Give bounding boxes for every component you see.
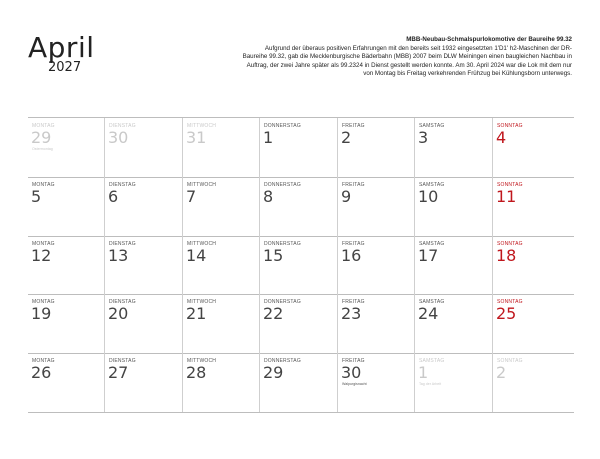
calendar-day-cell [337, 353, 414, 412]
day-number: 1 [418, 363, 429, 383]
day-name: DONNERSTAG [264, 299, 301, 306]
calendar-day-cell [28, 353, 104, 412]
description-title: MBB-Neubau-Schmalspurlokomotive der Baureihe 99.32 [406, 36, 572, 43]
calendar-day-cell [104, 353, 182, 412]
day-number: 10 [418, 186, 439, 206]
calendar-day-cell [492, 118, 574, 177]
calendar-week-row [28, 118, 574, 178]
day-name: DONNERSTAG [264, 358, 301, 365]
day-name: DONNERSTAG [264, 240, 301, 247]
day-number: 5 [31, 186, 42, 206]
calendar-day-cell [28, 118, 104, 177]
day-number: 9 [341, 186, 352, 206]
day-number: 31 [186, 128, 207, 147]
day-number: 2 [496, 363, 507, 383]
day-number: 7 [186, 186, 197, 206]
day-number: 8 [263, 186, 274, 206]
calendar-day-cell [337, 294, 414, 353]
day-number: 15 [263, 245, 284, 265]
day-number: 23 [341, 304, 362, 324]
holiday-note: Walpurgisnacht [342, 382, 367, 387]
calendar-day-cell [492, 294, 574, 353]
day-name: DONNERSTAG [264, 181, 301, 188]
calendar-day-cell [104, 118, 182, 177]
day-name: FREITAG [342, 358, 365, 365]
day-name: SONNTAG [497, 240, 523, 247]
day-name: FREITAG [342, 123, 365, 129]
day-number: 29 [31, 128, 52, 147]
day-name: FREITAG [342, 181, 365, 188]
day-name: SAMSTAG [419, 299, 445, 306]
calendar-day-cell [104, 177, 182, 236]
day-name: MITTWOCH [187, 123, 217, 129]
calendar-day-cell [414, 177, 492, 236]
day-name: DIENSTAG [109, 181, 136, 188]
day-number: 4 [496, 128, 507, 147]
day-name: MITTWOCH [187, 240, 217, 247]
calendar-day-cell [259, 118, 337, 177]
calendar-day-cell [104, 294, 182, 353]
day-name: SAMSTAG [419, 181, 445, 188]
day-name: DIENSTAG [109, 123, 136, 129]
day-name: DIENSTAG [109, 358, 136, 365]
calendar-day-cell [259, 294, 337, 353]
calendar-day-cell [414, 294, 492, 353]
day-number: 28 [186, 363, 207, 383]
calendar-day-cell [414, 353, 492, 412]
day-number: 16 [341, 245, 362, 265]
day-name: SAMSTAG [419, 123, 445, 129]
photo-description [242, 36, 572, 79]
calendar-week-row [28, 236, 574, 296]
calendar-day-cell [492, 177, 574, 236]
day-name: DIENSTAG [109, 299, 136, 306]
day-name: SAMSTAG [419, 358, 445, 365]
day-number: 13 [108, 245, 129, 265]
day-number: 25 [496, 304, 517, 324]
calendar-day-cell [28, 177, 104, 236]
calendar-day-cell [182, 236, 259, 295]
calendar-day-cell [104, 236, 182, 295]
calendar-grid [28, 117, 574, 412]
day-name: SONNTAG [497, 299, 523, 306]
day-name: DONNERSTAG [264, 123, 301, 129]
day-number: 6 [108, 186, 119, 206]
calendar-day-cell [182, 294, 259, 353]
day-number: 1 [263, 128, 274, 147]
calendar-day-cell [259, 236, 337, 295]
day-name: MONTAG [32, 181, 55, 188]
calendar-day-cell [259, 177, 337, 236]
calendar-day-cell [337, 177, 414, 236]
day-name: SAMSTAG [419, 240, 445, 247]
day-number: 3 [418, 128, 429, 147]
calendar-day-cell [28, 294, 104, 353]
day-name: FREITAG [342, 299, 365, 306]
day-number: 18 [496, 245, 517, 265]
calendar-day-cell [259, 353, 337, 412]
day-number: 11 [496, 186, 517, 206]
day-name: MITTWOCH [187, 299, 217, 306]
day-number: 12 [31, 245, 52, 265]
day-name: MONTAG [32, 358, 55, 365]
day-name: FREITAG [342, 240, 365, 247]
day-number: 17 [418, 245, 439, 265]
day-name: SONNTAG [497, 358, 523, 365]
day-number: 14 [186, 245, 207, 265]
calendar-day-cell [337, 236, 414, 295]
calendar-day-cell [492, 236, 574, 295]
day-name: MONTAG [32, 240, 55, 247]
day-number: 19 [31, 304, 52, 324]
day-name: MONTAG [32, 299, 55, 306]
calendar-day-cell [182, 353, 259, 412]
calendar-day-cell [492, 353, 574, 412]
day-number: 27 [108, 363, 129, 383]
calendar-day-cell [414, 118, 492, 177]
day-number: 20 [108, 304, 129, 324]
calendar-day-cell [337, 118, 414, 177]
calendar-day-cell [414, 236, 492, 295]
calendar-week-row [28, 177, 574, 237]
day-number: 21 [186, 304, 207, 324]
day-number: 30 [108, 128, 129, 147]
day-name: DIENSTAG [109, 240, 136, 247]
day-number: 24 [418, 304, 439, 324]
calendar-week-row [28, 353, 574, 413]
calendar-week-row [28, 294, 574, 354]
day-name: MITTWOCH [187, 181, 217, 188]
month-title: April [28, 31, 95, 64]
year-label: 2027 [48, 60, 82, 75]
day-name: SONNTAG [497, 123, 523, 129]
day-number: 29 [263, 363, 284, 383]
calendar-day-cell [182, 177, 259, 236]
day-name: MONTAG [32, 123, 55, 129]
holiday-note: Ostermontag [32, 147, 53, 151]
day-name: SONNTAG [497, 181, 523, 188]
calendar-day-cell [182, 118, 259, 177]
day-number: 30 [341, 363, 362, 383]
calendar-day-cell [28, 236, 104, 295]
holiday-note: Tag der Arbeit [419, 382, 442, 387]
day-number: 22 [263, 304, 284, 324]
description-text: Aufgrund der überaus positiven Erfahrungen mit den bereits seit 1932 eingesetzten 1'D1' h2-Maschinen der DR-Baureihe 99.32, gab die Mecklenburgische Bäderbahn (MBB) 2007 beim DLW Meiningen einen baugleichen Nachbau in Auftrag, der zwei Jahre später als 99.2324 in Dienst gestellt werden konnte. Am 30. April 2024 war die Lok mit dem nur von Montag bis Freitag verkehrenden Frühzug bei Kühlungsborn unterwegs. [242, 44, 572, 78]
day-number: 2 [341, 128, 352, 147]
day-number: 26 [31, 363, 52, 383]
day-name: MITTWOCH [187, 358, 217, 365]
